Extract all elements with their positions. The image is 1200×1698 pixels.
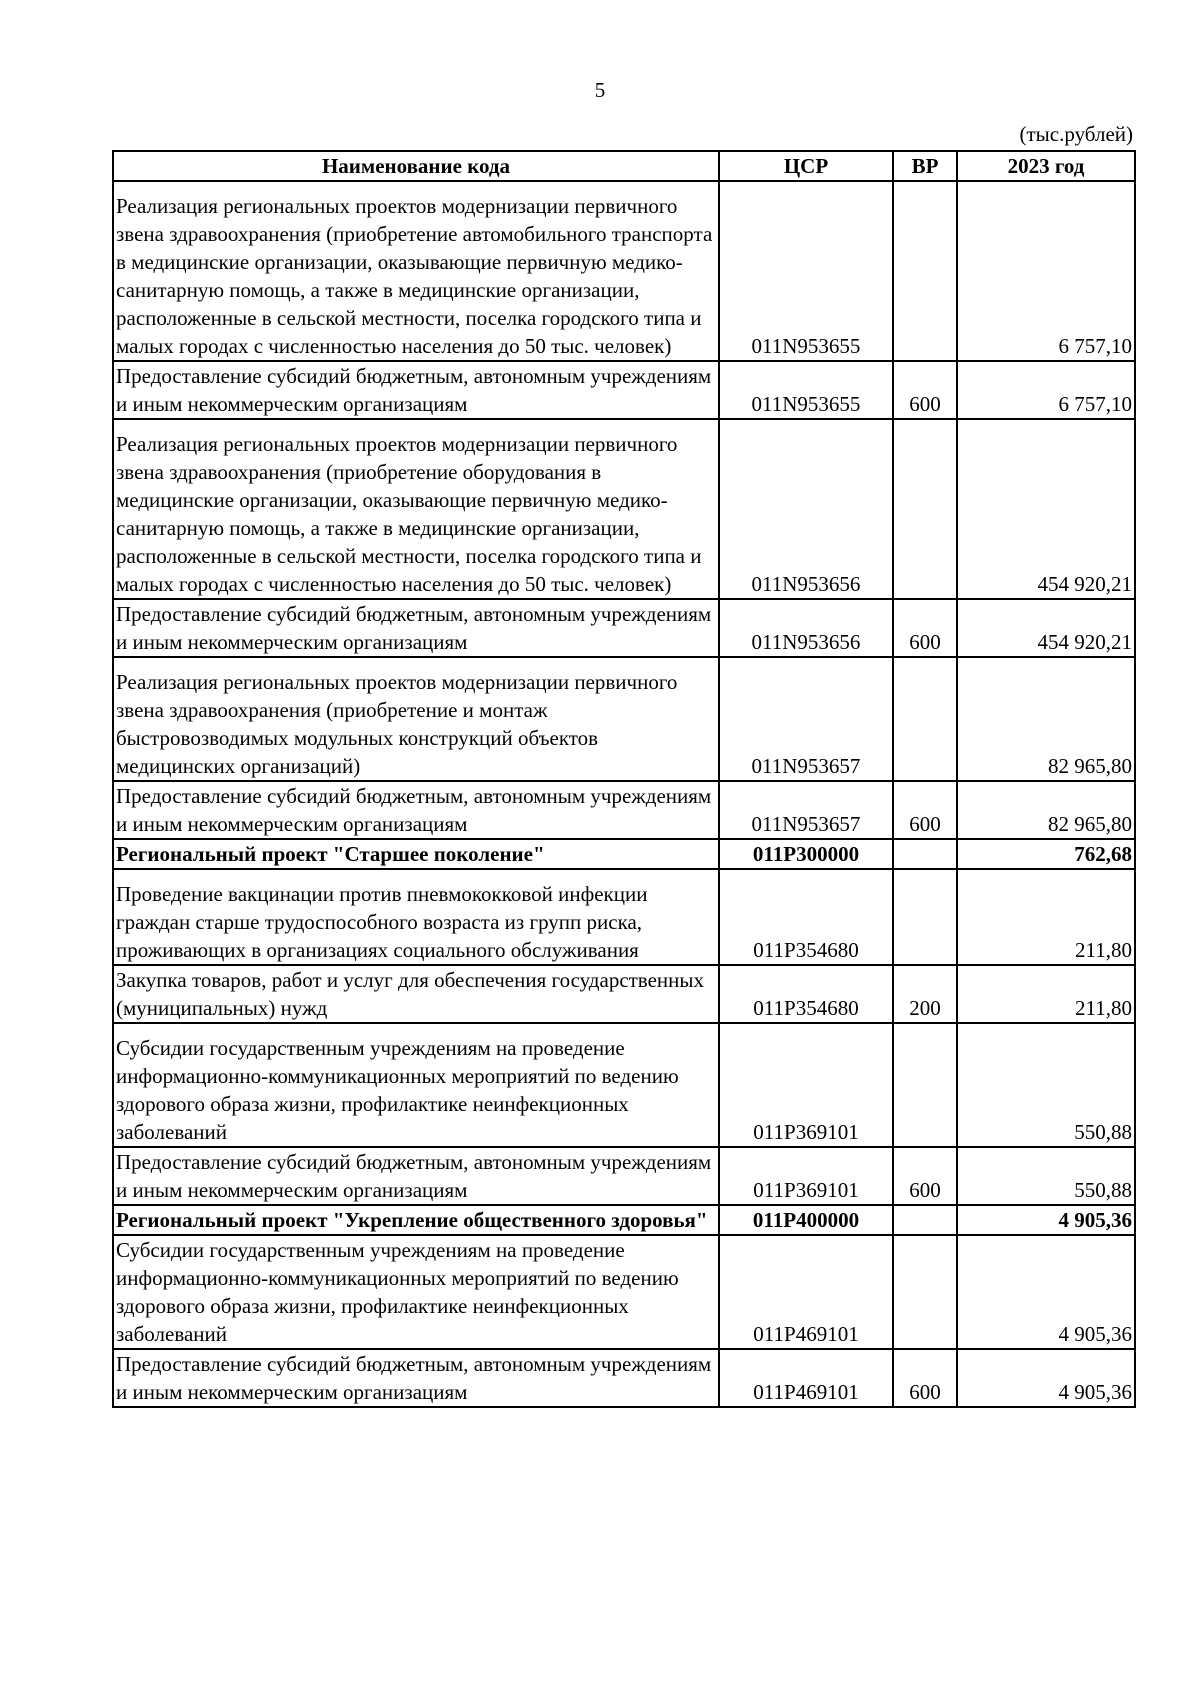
row-code: 011P369101 bbox=[719, 1023, 893, 1147]
units-label: (тыс.рублей) bbox=[1019, 122, 1133, 146]
page-number: 5 bbox=[594, 78, 606, 102]
row-name: Субсидии государственным учреждениям на проведение информационно-коммуникационных мероприятий по ведению здорового образа жизни, профилактике неинфекционных заболеваний bbox=[113, 1023, 719, 1147]
row-code: 011N953657 bbox=[719, 657, 893, 781]
table-row bbox=[113, 181, 1135, 361]
row-name: Региональный проект "Укрепление общественного здоровья" bbox=[113, 1205, 719, 1235]
table-row-section bbox=[113, 839, 1135, 869]
row-name: Реализация региональных проектов модернизации первичного звена здравоохранения (приобретение автомобильного транспорта в медицинские организации, оказывающие первичную медико-санитарную помощь, а также в медицинские организации, расположенные в сельской местности, поселка городского типа и малых городах с численностью населения до 50 тыс. человек) bbox=[113, 181, 719, 361]
table-row bbox=[113, 657, 1135, 781]
row-code: 011P354680 bbox=[719, 869, 893, 965]
row-vr bbox=[893, 419, 957, 599]
row-name: Реализация региональных проектов модернизации первичного звена здравоохранения (приобретение и монтаж быстровозводимых модульных конструкций объектов медицинских организаций) bbox=[113, 657, 719, 781]
row-code: 011P369101 bbox=[719, 1147, 893, 1205]
row-code: 011N953657 bbox=[719, 781, 893, 839]
row-amount: 82 965,80 bbox=[957, 657, 1135, 781]
table-row bbox=[113, 599, 1135, 657]
table-row bbox=[113, 965, 1135, 1023]
row-vr bbox=[893, 1205, 957, 1235]
table-row bbox=[113, 361, 1135, 419]
row-vr bbox=[893, 657, 957, 781]
row-vr: 200 bbox=[893, 965, 957, 1023]
table-header-row bbox=[113, 151, 1135, 181]
row-amount: 211,80 bbox=[957, 869, 1135, 965]
row-code: 011P400000 bbox=[719, 1205, 893, 1235]
table-row bbox=[113, 1023, 1135, 1147]
row-name: Предоставление субсидий бюджетным, автономным учреждениям и иным некоммерческим организациям bbox=[113, 781, 719, 839]
row-name: Реализация региональных проектов модернизации первичного звена здравоохранения (приобретение оборудования в медицинские организации, оказывающие первичную медико-санитарную помощь, а также в медицинские организации, расположенные в сельской местности, поселка городского типа и малых городах с численностью населения до 50 тыс. человек) bbox=[113, 419, 719, 599]
row-code: 011N953655 bbox=[719, 181, 893, 361]
row-code: 011P354680 bbox=[719, 965, 893, 1023]
row-code: 011P469101 bbox=[719, 1349, 893, 1407]
row-name: Предоставление субсидий бюджетным, автономным учреждениям и иным некоммерческим организациям bbox=[113, 599, 719, 657]
row-code: 011P300000 bbox=[719, 839, 893, 869]
row-code: 011N953656 bbox=[719, 599, 893, 657]
row-code: 011P469101 bbox=[719, 1235, 893, 1349]
row-vr: 600 bbox=[893, 1147, 957, 1205]
header-vr: ВР bbox=[893, 151, 957, 181]
table-row-section bbox=[113, 1205, 1135, 1235]
row-amount: 82 965,80 bbox=[957, 781, 1135, 839]
row-amount: 211,80 bbox=[957, 965, 1135, 1023]
row-name: Предоставление субсидий бюджетным, автономным учреждениям и иным некоммерческим организациям bbox=[113, 1349, 719, 1407]
table-row bbox=[113, 419, 1135, 599]
table-row bbox=[113, 1147, 1135, 1205]
row-name: Предоставление субсидий бюджетным, автономным учреждениям и иным некоммерческим организациям bbox=[113, 361, 719, 419]
budget-table bbox=[112, 150, 1136, 1408]
row-code: 011N953656 bbox=[719, 419, 893, 599]
row-vr: 600 bbox=[893, 781, 957, 839]
row-vr: 600 bbox=[893, 361, 957, 419]
row-amount: 550,88 bbox=[957, 1023, 1135, 1147]
row-amount: 4 905,36 bbox=[957, 1205, 1135, 1235]
table-row bbox=[113, 781, 1135, 839]
row-vr bbox=[893, 869, 957, 965]
header-year: 2023 год bbox=[957, 151, 1135, 181]
row-name: Закупка товаров, работ и услуг для обеспечения государственных (муниципальных) нужд bbox=[113, 965, 719, 1023]
row-name: Субсидии государственным учреждениям на проведение информационно-коммуникационных мероприятий по ведению здорового образа жизни, профилактике неинфекционных заболеваний bbox=[113, 1235, 719, 1349]
header-name: Наименование кода bbox=[113, 151, 719, 181]
row-name: Предоставление субсидий бюджетным, автономным учреждениям и иным некоммерческим организациям bbox=[113, 1147, 719, 1205]
row-amount: 6 757,10 bbox=[957, 181, 1135, 361]
row-amount: 4 905,36 bbox=[957, 1349, 1135, 1407]
row-vr bbox=[893, 1235, 957, 1349]
row-code: 011N953655 bbox=[719, 361, 893, 419]
row-amount: 6 757,10 bbox=[957, 361, 1135, 419]
row-vr bbox=[893, 839, 957, 869]
row-name: Проведение вакцинации против пневмококковой инфекции граждан старше трудоспособного возраста из групп риска, проживающих в организациях социального обслуживания bbox=[113, 869, 719, 965]
row-name: Региональный проект "Старшее поколение" bbox=[113, 839, 719, 869]
table-row bbox=[113, 1235, 1135, 1349]
table-row bbox=[113, 869, 1135, 965]
row-amount: 4 905,36 bbox=[957, 1235, 1135, 1349]
row-vr: 600 bbox=[893, 599, 957, 657]
header-code: ЦСР bbox=[719, 151, 893, 181]
row-vr bbox=[893, 181, 957, 361]
row-amount: 454 920,21 bbox=[957, 419, 1135, 599]
row-amount: 550,88 bbox=[957, 1147, 1135, 1205]
table-row bbox=[113, 1349, 1135, 1407]
row-vr: 600 bbox=[893, 1349, 957, 1407]
row-amount: 454 920,21 bbox=[957, 599, 1135, 657]
row-vr bbox=[893, 1023, 957, 1147]
row-amount: 762,68 bbox=[957, 839, 1135, 869]
